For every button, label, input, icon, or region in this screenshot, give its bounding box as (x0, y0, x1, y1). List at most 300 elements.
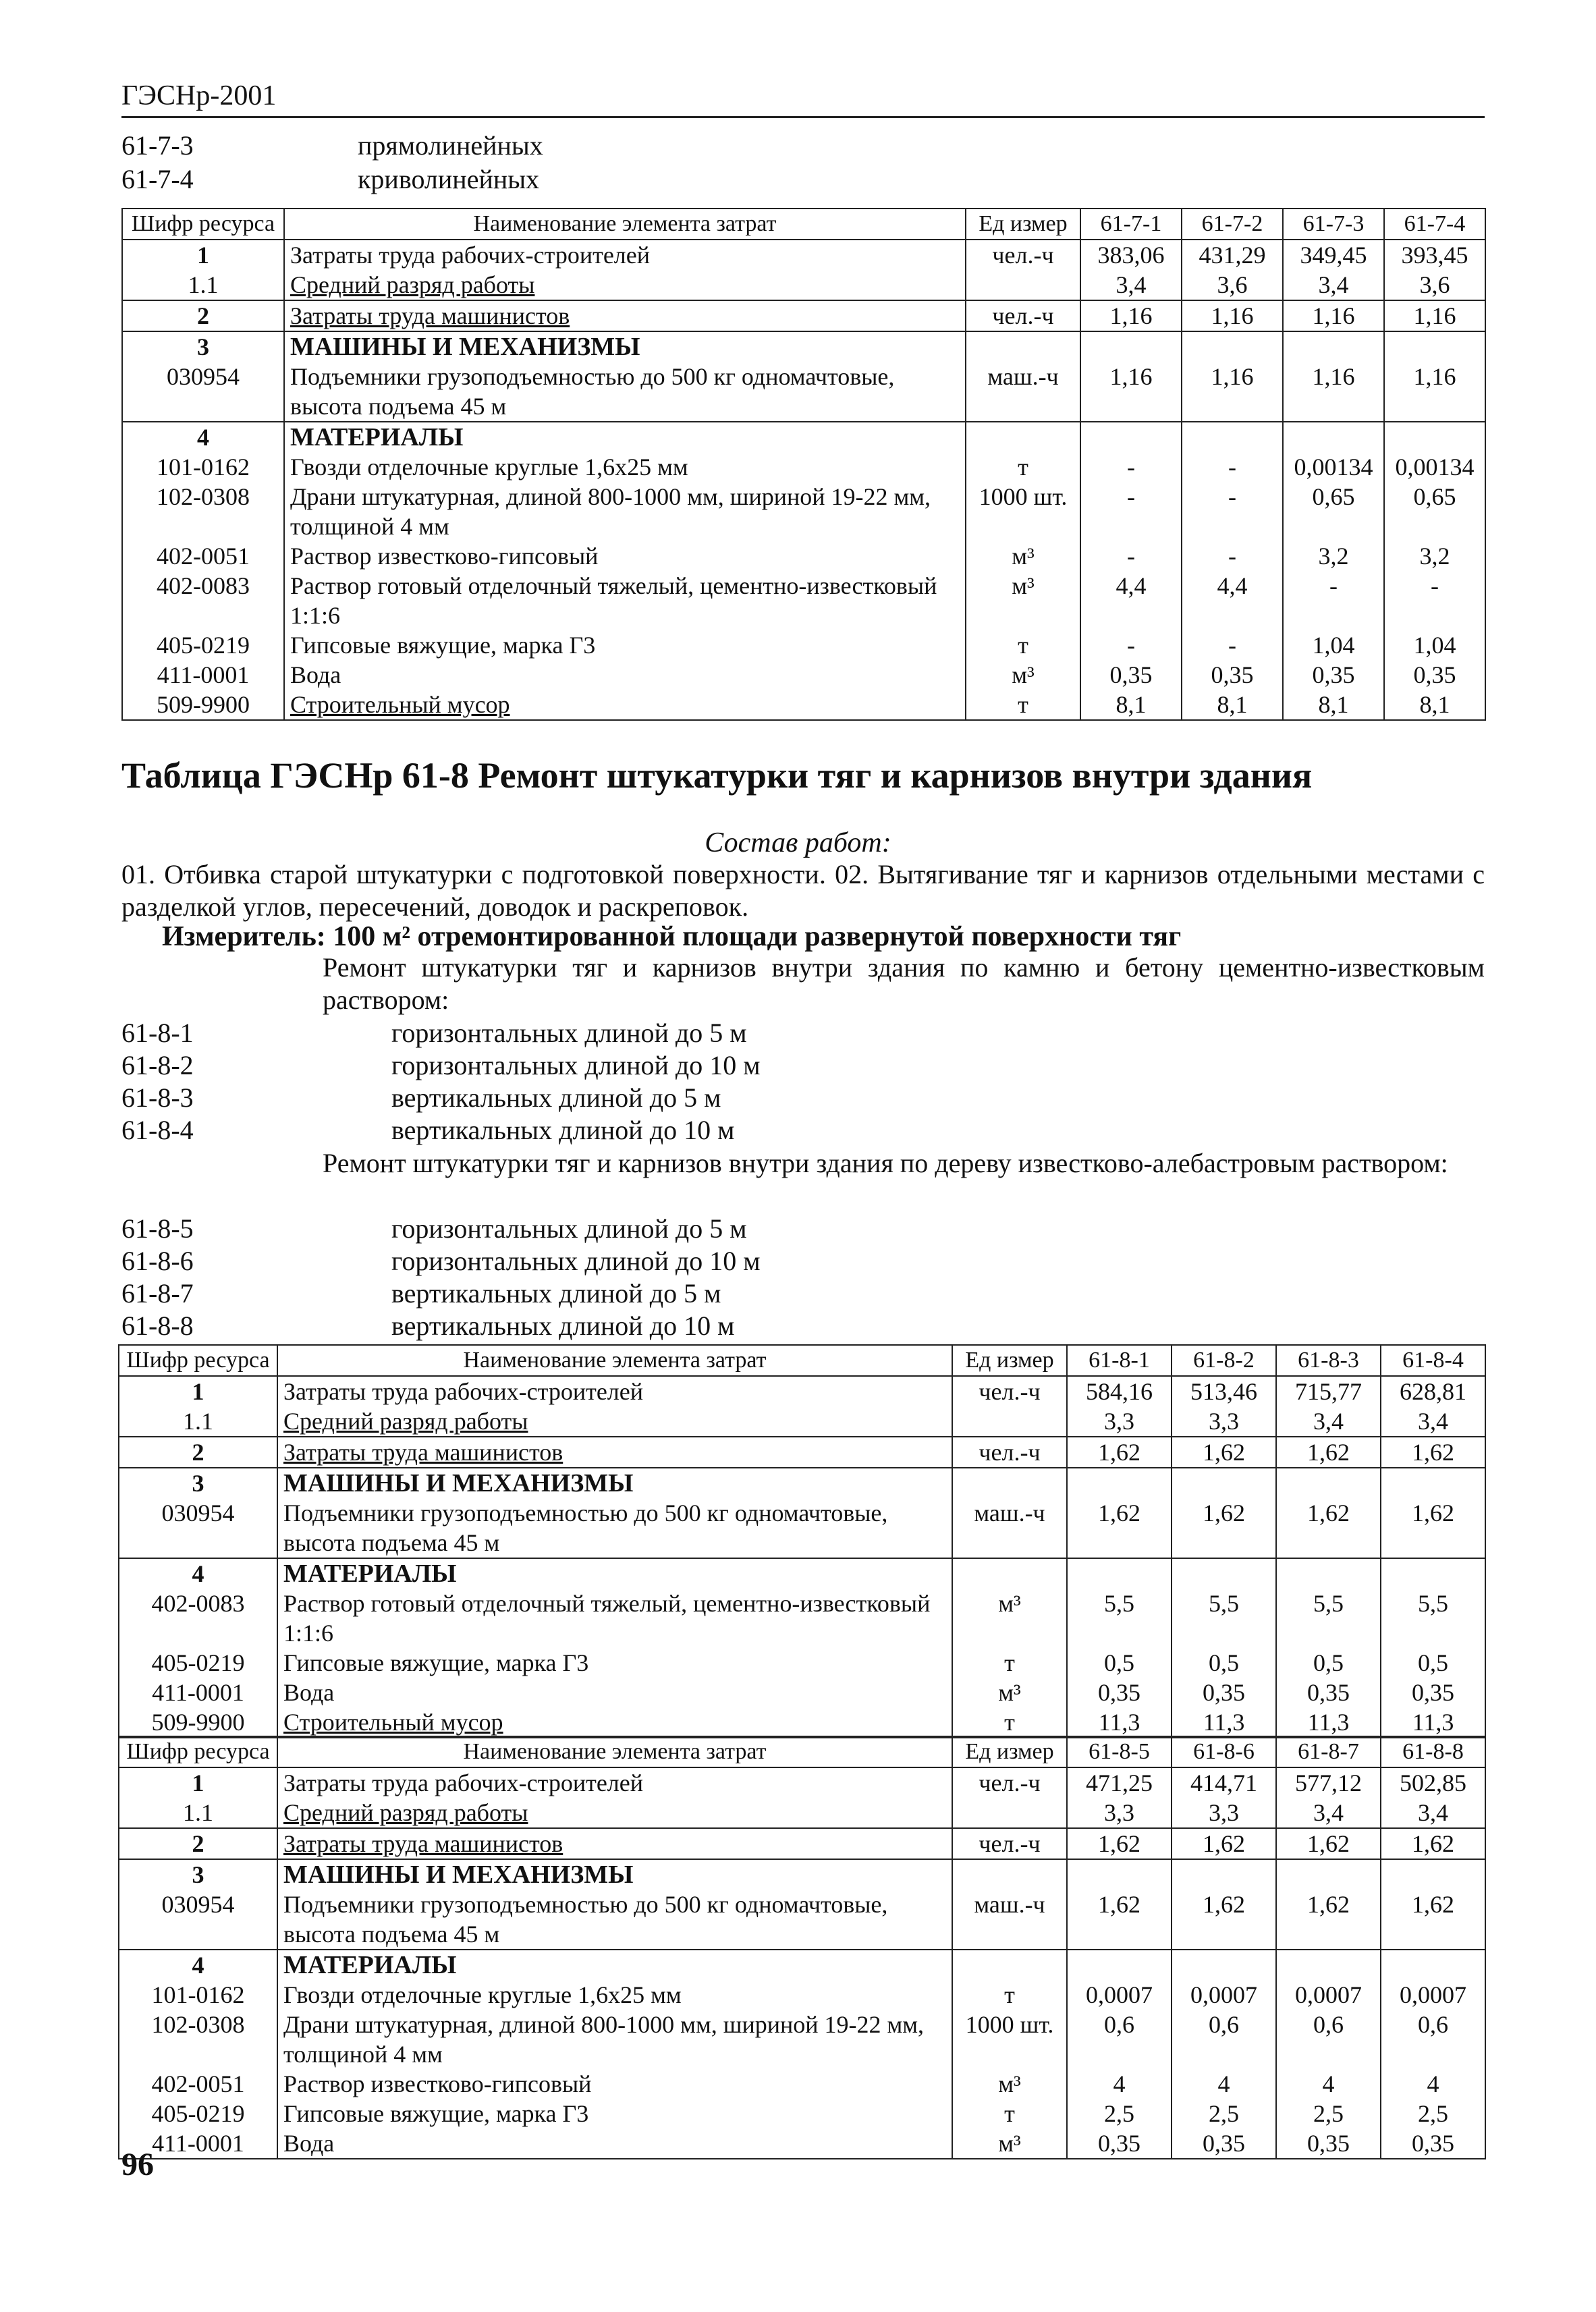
value-cell (1276, 1468, 1381, 1498)
column-header: Шифр ресурса (122, 209, 284, 240)
value-cell: - (1080, 452, 1182, 482)
table-row (119, 2010, 1485, 2069)
value-cell: 1,16 (1080, 362, 1182, 422)
item-text: горизонтальных длиной до 10 м (391, 1245, 761, 1276)
value-cell: - (1283, 571, 1384, 630)
value-cell: 1,16 (1182, 300, 1283, 331)
table-row (119, 1980, 1485, 2010)
table-row (119, 1707, 1485, 1738)
item-line (121, 1309, 761, 1342)
value-cell (1080, 422, 1182, 452)
value-cell: 1,16 (1182, 362, 1283, 422)
column-header: 61-8-4 (1381, 1345, 1485, 1376)
item-code: 61-8-1 (121, 1017, 194, 1048)
value-cell: 8,1 (1080, 690, 1182, 720)
value-cell (1381, 1950, 1485, 1980)
name-cell: Затраты труда машинистов (284, 300, 966, 331)
item-line (121, 1049, 761, 1081)
item-code: 61-8-8 (121, 1310, 194, 1341)
value-cell: 1,62 (1381, 1437, 1485, 1468)
cipher-cell: 405-0219 (122, 630, 284, 660)
cipher-cell: 402-0051 (119, 2069, 277, 2099)
value-cell: 0,00134 (1384, 452, 1485, 482)
value-cell: 3,3 (1172, 1406, 1276, 1437)
item-text: вертикальных длиной до 10 м (391, 1310, 735, 1341)
table-row (119, 1950, 1485, 1980)
measurement-unit: Измеритель: 100 м² отремонтированной площади развернутой поверхности тяг (162, 921, 1182, 952)
value-cell: 11,3 (1276, 1707, 1381, 1738)
name-cell: Гипсовые вяжущие, марка Г3 (284, 630, 966, 660)
value-cell: 3,3 (1067, 1406, 1172, 1437)
table-title: Таблица ГЭСНр 61-8 Ремонт штукатурки тяг и карнизов внутри здания (121, 755, 1313, 796)
value-cell: - (1182, 541, 1283, 571)
table-row (119, 1558, 1485, 1589)
value-cell (1381, 1859, 1485, 1890)
name-cell: Вода (277, 1678, 952, 1707)
value-cell: 1,62 (1276, 1890, 1381, 1950)
cipher-cell: 102-0308 (119, 2010, 277, 2069)
unit-cell: маш.-ч (952, 1498, 1067, 1558)
cipher-cell: 1 (119, 1376, 277, 1406)
value-cell: 0,5 (1381, 1648, 1485, 1678)
item-code: 61-8-4 (121, 1114, 194, 1145)
table-row (122, 331, 1485, 362)
value-cell (1172, 1859, 1276, 1890)
value-cell: 3,2 (1283, 541, 1384, 571)
item-code: 61-8-3 (121, 1082, 194, 1113)
name-cell: Вода (277, 2128, 952, 2159)
value-cell: 1,62 (1381, 1828, 1485, 1859)
cipher-cell: 4 (122, 422, 284, 452)
column-header: 61-8-6 (1172, 1736, 1276, 1767)
value-cell: 3,6 (1384, 270, 1485, 300)
value-cell: - (1182, 482, 1283, 541)
value-cell (1384, 422, 1485, 452)
column-header: 61-8-2 (1172, 1345, 1276, 1376)
value-cell: 0,0007 (1067, 1980, 1172, 2010)
resource-table-61-8-1-4 (118, 1344, 1486, 1738)
table-row (119, 1406, 1485, 1437)
column-header: Шифр ресурса (119, 1736, 277, 1767)
table-row (119, 2069, 1485, 2099)
value-cell: 4 (1276, 2069, 1381, 2099)
cipher-cell: 1.1 (119, 1406, 277, 1437)
value-cell: 3,4 (1381, 1406, 1485, 1437)
name-cell: Гипсовые вяжущие, марка Г3 (277, 1648, 952, 1678)
unit-cell: маш.-ч (952, 1890, 1067, 1950)
item-line (121, 1016, 761, 1049)
name-cell: МАТЕРИАЛЫ (277, 1950, 952, 1980)
unit-cell (952, 1468, 1067, 1498)
value-cell: 0,35 (1067, 1678, 1172, 1707)
table-row (122, 362, 1485, 422)
unit-cell: м³ (952, 2128, 1067, 2159)
value-cell: 4 (1381, 2069, 1485, 2099)
value-cell: 0,35 (1172, 2128, 1276, 2159)
item-line (121, 1212, 761, 1244)
value-cell: 1,16 (1080, 300, 1182, 331)
name-cell: Затраты труда рабочих-строителей (284, 240, 966, 270)
name-cell: Подъемники грузоподъемностью до 500 кг одномачтовые, высота подъема 45 м (277, 1498, 952, 1558)
value-cell: 0,00134 (1283, 452, 1384, 482)
unit-cell (952, 1859, 1067, 1890)
name-cell: Раствор известково-гипсовый (277, 2069, 952, 2099)
unit-cell: 1000 шт. (966, 482, 1080, 541)
column-header: 61-7-4 (1384, 209, 1485, 240)
value-cell: - (1080, 482, 1182, 541)
value-cell: 3,6 (1182, 270, 1283, 300)
value-cell: 0,0007 (1276, 1980, 1381, 2010)
cipher-cell: 1.1 (119, 1798, 277, 1828)
item-list-stone-concrete (121, 1016, 761, 1146)
value-cell: 1,62 (1172, 1828, 1276, 1859)
table-row (119, 2128, 1485, 2159)
item-code: 61-8-6 (121, 1245, 194, 1276)
value-cell: 1,04 (1283, 630, 1384, 660)
cipher-cell: 1.1 (122, 270, 284, 300)
table-row (122, 690, 1485, 720)
value-cell: 8,1 (1182, 690, 1283, 720)
value-cell: 5,5 (1067, 1589, 1172, 1648)
value-cell: 3,4 (1276, 1406, 1381, 1437)
value-cell: 1,16 (1384, 300, 1485, 331)
table-row (122, 270, 1485, 300)
code-line (121, 162, 543, 196)
value-cell: 0,35 (1172, 1678, 1276, 1707)
value-cell: 1,16 (1283, 362, 1384, 422)
column-header: Ед измер (952, 1345, 1067, 1376)
unit-cell: м³ (966, 541, 1080, 571)
value-cell: - (1384, 571, 1485, 630)
work-composition-title: Состав работ: (705, 827, 891, 858)
value-cell: 0,65 (1384, 482, 1485, 541)
value-cell (1067, 1558, 1172, 1589)
value-cell: 11,3 (1381, 1707, 1485, 1738)
value-cell: 2,5 (1067, 2099, 1172, 2128)
unit-cell (952, 1406, 1067, 1437)
value-cell: 0,5 (1067, 1648, 1172, 1678)
name-cell: Раствор известково-гипсовый (284, 541, 966, 571)
name-cell: Затраты труда рабочих-строителей (277, 1767, 952, 1798)
value-cell: 2,5 (1276, 2099, 1381, 2128)
page-header: ГЭСНр-2001 (121, 80, 1485, 118)
value-cell: 3,2 (1384, 541, 1485, 571)
cipher-cell: 4 (119, 1558, 277, 1589)
name-cell: Раствор готовый отделочный тяжелый, цементно-известковый 1:1:6 (284, 571, 966, 630)
table-row (119, 1648, 1485, 1678)
column-header: 61-8-3 (1276, 1345, 1381, 1376)
name-cell: Средний разряд работы (284, 270, 966, 300)
table-row (122, 660, 1485, 690)
table-row (119, 1468, 1485, 1498)
unit-cell: чел.-ч (966, 300, 1080, 331)
value-cell: 3,4 (1276, 1798, 1381, 1828)
value-cell: 577,12 (1276, 1767, 1381, 1798)
column-header: Ед измер (952, 1736, 1067, 1767)
value-cell: 715,77 (1276, 1376, 1381, 1406)
value-cell: 1,62 (1381, 1498, 1485, 1558)
name-cell: Гипсовые вяжущие, марка Г3 (277, 2099, 952, 2128)
value-cell: 471,25 (1067, 1767, 1172, 1798)
cipher-cell: 1 (119, 1767, 277, 1798)
item-code: 61-8-7 (121, 1277, 194, 1309)
unit-cell: чел.-ч (952, 1376, 1067, 1406)
value-cell: 2,5 (1381, 2099, 1485, 2128)
value-cell: - (1080, 630, 1182, 660)
value-cell: 513,46 (1172, 1376, 1276, 1406)
value-cell: 1,16 (1283, 300, 1384, 331)
cipher-cell: 405-0219 (119, 2099, 277, 2128)
value-cell: 0,6 (1172, 2010, 1276, 2069)
value-cell (1172, 1558, 1276, 1589)
unit-cell: маш.-ч (966, 362, 1080, 422)
value-cell: 5,5 (1381, 1589, 1485, 1648)
value-cell: 0,5 (1276, 1648, 1381, 1678)
value-cell: 4 (1172, 2069, 1276, 2099)
value-cell: 8,1 (1384, 690, 1485, 720)
item-line (121, 1244, 761, 1277)
name-cell: Гвозди отделочные круглые 1,6х25 мм (284, 452, 966, 482)
value-cell (1381, 1468, 1485, 1498)
table-row (122, 452, 1485, 482)
table-row (119, 1767, 1485, 1798)
name-cell: Вода (284, 660, 966, 690)
unit-cell: т (966, 690, 1080, 720)
cipher-cell: 3 (122, 331, 284, 362)
unit-cell: т (966, 630, 1080, 660)
name-cell: МАШИНЫ И МЕХАНИЗМЫ (277, 1859, 952, 1890)
unit-cell (966, 331, 1080, 362)
value-cell (1067, 1950, 1172, 1980)
value-cell: - (1080, 541, 1182, 571)
value-cell (1283, 422, 1384, 452)
code-label: 61-7-4 (121, 163, 194, 194)
column-header: 61-7-1 (1080, 209, 1182, 240)
cipher-cell: 101-0162 (122, 452, 284, 482)
unit-cell: чел.-ч (966, 240, 1080, 270)
table-row (122, 571, 1485, 630)
name-cell: Средний разряд работы (277, 1406, 952, 1437)
value-cell: 0,0007 (1172, 1980, 1276, 2010)
cipher-cell: 1 (122, 240, 284, 270)
value-cell: 3,4 (1283, 270, 1384, 300)
code-label: 61-7-3 (121, 130, 194, 161)
value-cell: 1,62 (1067, 1437, 1172, 1468)
top-code-list (121, 128, 543, 196)
unit-cell (952, 1558, 1067, 1589)
code-text: криволинейных (358, 163, 540, 194)
description-stone-concrete: Ремонт штукатурки тяг и карнизов внутри здания по камню и бетону цементно-известковым раствором: (323, 952, 1485, 1015)
cipher-cell: 2 (122, 300, 284, 331)
name-cell: Подъемники грузоподъемностью до 500 кг одномачтовые, высота подъема 45 м (277, 1890, 952, 1950)
value-cell: 1,62 (1276, 1828, 1381, 1859)
name-cell: Подъемники грузоподъемностью до 500 кг одномачтовые, высота подъема 45 м (284, 362, 966, 422)
cipher-cell: 2 (119, 1828, 277, 1859)
value-cell: 4,4 (1080, 571, 1182, 630)
value-cell (1172, 1468, 1276, 1498)
value-cell: 0,35 (1381, 1678, 1485, 1707)
value-cell (1381, 1558, 1485, 1589)
value-cell: 1,62 (1172, 1498, 1276, 1558)
name-cell: Драни штукатурная, длиной 800-1000 мм, шириной 19-22 мм, толщиной 4 мм (277, 2010, 952, 2069)
column-header: 61-8-8 (1381, 1736, 1485, 1767)
value-cell: 3,4 (1080, 270, 1182, 300)
value-cell: 4 (1067, 2069, 1172, 2099)
table-row (122, 630, 1485, 660)
unit-cell: чел.-ч (952, 1437, 1067, 1468)
unit-cell: чел.-ч (952, 1767, 1067, 1798)
value-cell: 0,6 (1067, 2010, 1172, 2069)
value-cell (1276, 1950, 1381, 1980)
unit-cell: м³ (952, 1678, 1067, 1707)
item-line (121, 1081, 761, 1113)
value-cell: 0,35 (1283, 660, 1384, 690)
table-row (122, 240, 1485, 270)
table-row (119, 1437, 1485, 1468)
unit-cell: т (952, 2099, 1067, 2128)
cipher-cell: 509-9900 (119, 1707, 277, 1738)
value-cell: - (1182, 452, 1283, 482)
value-cell (1283, 331, 1384, 362)
cipher-cell: 3 (119, 1859, 277, 1890)
column-header: 61-7-3 (1283, 209, 1384, 240)
column-header: 61-8-5 (1067, 1736, 1172, 1767)
cipher-cell: 405-0219 (119, 1648, 277, 1678)
value-cell: 1,62 (1172, 1437, 1276, 1468)
description-wood: Ремонт штукатурки тяг и карнизов внутри здания по дереву известково-алебастровым раствором: (323, 1148, 1448, 1178)
value-cell: 11,3 (1172, 1707, 1276, 1738)
value-cell: 11,3 (1067, 1707, 1172, 1738)
cipher-cell: 402-0083 (122, 571, 284, 630)
column-header: Шифр ресурса (119, 1345, 277, 1376)
page-number: 96 (121, 2147, 154, 2182)
value-cell (1067, 1859, 1172, 1890)
table-row (119, 1376, 1485, 1406)
table-row (119, 1589, 1485, 1648)
value-cell (1067, 1468, 1172, 1498)
value-cell: 1,04 (1384, 630, 1485, 660)
table-row (119, 1828, 1485, 1859)
value-cell: 1,62 (1067, 1498, 1172, 1558)
unit-cell (966, 270, 1080, 300)
item-line (121, 1277, 761, 1309)
item-text: вертикальных длиной до 5 м (391, 1277, 721, 1309)
work-composition-text: 01. Отбивка старой штукатурки с подготовкой поверхности. 02. Вытягивание тяг и карнизов отдельными местами с разделкой углов, пересечений, доводок и раскреповок. (121, 859, 1485, 922)
name-cell: Строительный мусор (284, 690, 966, 720)
cipher-cell: 509-9900 (122, 690, 284, 720)
column-header: 61-8-7 (1276, 1736, 1381, 1767)
value-cell: 2,5 (1172, 2099, 1276, 2128)
value-cell (1182, 422, 1283, 452)
value-cell: 1,62 (1067, 1890, 1172, 1950)
cipher-cell: 402-0051 (122, 541, 284, 571)
column-header: 61-8-1 (1067, 1345, 1172, 1376)
value-cell: 1,62 (1172, 1890, 1276, 1950)
name-cell: МАШИНЫ И МЕХАНИЗМЫ (284, 331, 966, 362)
table-row (119, 1498, 1485, 1558)
value-cell: 1,62 (1381, 1890, 1485, 1950)
value-cell: 431,29 (1182, 240, 1283, 270)
name-cell: Строительный мусор (277, 1707, 952, 1738)
cipher-cell: 101-0162 (119, 1980, 277, 2010)
code-text: прямолинейных (358, 130, 543, 161)
unit-cell: т (952, 1707, 1067, 1738)
code-line (121, 128, 543, 162)
unit-cell: т (952, 1980, 1067, 2010)
value-cell: 584,16 (1067, 1376, 1172, 1406)
value-cell (1384, 331, 1485, 362)
value-cell (1080, 331, 1182, 362)
cipher-cell: 402-0083 (119, 1589, 277, 1648)
name-cell: Средний разряд работы (277, 1798, 952, 1828)
unit-cell: м³ (952, 1589, 1067, 1648)
unit-cell (966, 422, 1080, 452)
value-cell: 0,65 (1283, 482, 1384, 541)
resource-table-61-8-5-8 (118, 1736, 1486, 2159)
cipher-cell: 2 (119, 1437, 277, 1468)
cipher-cell: 102-0308 (122, 482, 284, 541)
table-row (119, 1678, 1485, 1707)
value-cell: 1,62 (1276, 1498, 1381, 1558)
column-header: Наименование элемента затрат (284, 209, 966, 240)
table-row (119, 1890, 1485, 1950)
table-row (119, 2099, 1485, 2128)
table-row (122, 300, 1485, 331)
value-cell: 349,45 (1283, 240, 1384, 270)
value-cell (1182, 331, 1283, 362)
name-cell: Затраты труда машинистов (277, 1437, 952, 1468)
item-code: 61-8-5 (121, 1213, 194, 1244)
value-cell: 0,35 (1384, 660, 1485, 690)
item-list-wood (121, 1212, 761, 1342)
name-cell: МАШИНЫ И МЕХАНИЗМЫ (277, 1468, 952, 1498)
unit-cell (952, 1798, 1067, 1828)
cipher-cell: 030954 (119, 1498, 277, 1558)
value-cell: 0,6 (1381, 2010, 1485, 2069)
value-cell: 3,4 (1381, 1798, 1485, 1828)
unit-cell: т (952, 1648, 1067, 1678)
value-cell: 393,45 (1384, 240, 1485, 270)
unit-cell: 1000 шт. (952, 2010, 1067, 2069)
item-code: 61-8-2 (121, 1049, 194, 1080)
name-cell: Гвозди отделочные круглые 1,6х25 мм (277, 1980, 952, 2010)
name-cell: Раствор готовый отделочный тяжелый, цементно-известковый 1:1:6 (277, 1589, 952, 1648)
unit-cell: м³ (952, 2069, 1067, 2099)
value-cell: 3,3 (1172, 1798, 1276, 1828)
value-cell: 5,5 (1172, 1589, 1276, 1648)
value-cell: 5,5 (1276, 1589, 1381, 1648)
cipher-cell: 030954 (119, 1890, 277, 1950)
cipher-cell: 030954 (122, 362, 284, 422)
column-header: Ед измер (966, 209, 1080, 240)
name-cell: Затраты труда машинистов (277, 1828, 952, 1859)
value-cell: 414,71 (1172, 1767, 1276, 1798)
value-cell (1172, 1950, 1276, 1980)
resource-table-61-7 (121, 208, 1486, 721)
value-cell: 1,16 (1384, 362, 1485, 422)
name-cell: Затраты труда рабочих-строителей (277, 1376, 952, 1406)
value-cell: 1,62 (1067, 1828, 1172, 1859)
item-text: горизонтальных длиной до 10 м (391, 1049, 761, 1080)
value-cell: 0,35 (1182, 660, 1283, 690)
value-cell: 383,06 (1080, 240, 1182, 270)
cipher-cell: 411-0001 (119, 2128, 277, 2159)
item-text: горизонтальных длиной до 5 м (391, 1213, 747, 1244)
value-cell: 0,35 (1276, 2128, 1381, 2159)
cipher-cell: 411-0001 (119, 1678, 277, 1707)
value-cell: 0,35 (1080, 660, 1182, 690)
cipher-cell: 411-0001 (122, 660, 284, 690)
